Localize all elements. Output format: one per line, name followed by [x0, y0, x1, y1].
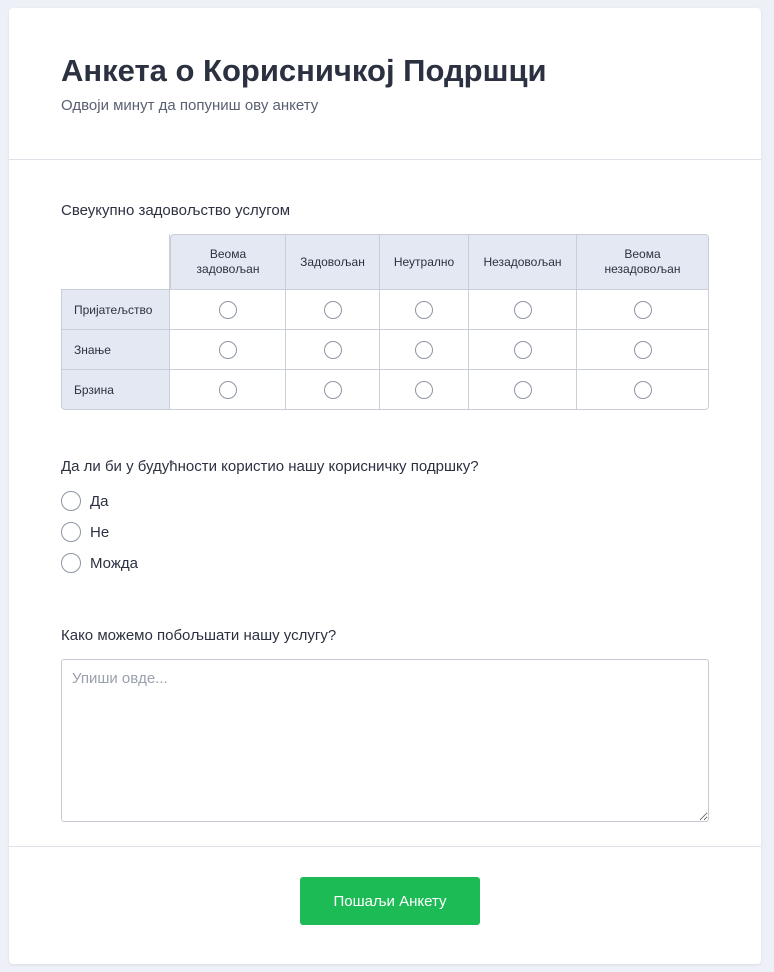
matrix-col-header: Веома задовољан: [170, 234, 286, 290]
matrix-col-header: Незадовољан: [469, 234, 577, 290]
matrix-radio[interactable]: [634, 381, 652, 399]
future-question-label: Да ли би у будућности користио нашу корисничку подршку?: [61, 458, 479, 475]
matrix-radio[interactable]: [219, 341, 237, 359]
option-label: Не: [90, 523, 110, 541]
matrix-row: [61, 330, 709, 370]
matrix-radio[interactable]: [415, 301, 433, 319]
option-maybe[interactable]: [61, 552, 138, 574]
matrix-radio[interactable]: [324, 381, 342, 399]
matrix-row-header: Знање: [61, 330, 170, 370]
matrix-col-header: Веома незадовољан: [577, 234, 709, 290]
page-title: Анкета о Корисничкој Подршци: [61, 53, 547, 88]
radio-maybe[interactable]: [61, 553, 81, 573]
matrix-radio[interactable]: [219, 381, 237, 399]
matrix-row: [61, 370, 709, 410]
option-no[interactable]: [61, 521, 109, 543]
matrix-radio[interactable]: [514, 341, 532, 359]
option-yes[interactable]: [61, 490, 109, 512]
matrix-row: [61, 290, 709, 330]
satisfaction-matrix: [61, 234, 709, 410]
matrix-row-header: Пријатељство: [61, 290, 170, 330]
option-label: Можда: [90, 554, 138, 572]
matrix-question-label: Свеукупно задовољство услугом: [61, 202, 291, 219]
radio-yes[interactable]: [61, 491, 81, 511]
matrix-radio[interactable]: [415, 341, 433, 359]
matrix-corner: [61, 234, 170, 290]
matrix-radio[interactable]: [634, 341, 652, 359]
matrix-radio[interactable]: [514, 301, 532, 319]
option-label: Да: [90, 492, 109, 510]
matrix-radio[interactable]: [634, 301, 652, 319]
matrix-col-header: Задовољан: [286, 234, 380, 290]
improve-question-label: Како можемо побољшати нашу услугу?: [61, 627, 337, 644]
matrix-col-header: Неутрално: [380, 234, 469, 290]
footer-divider: [9, 846, 761, 847]
survey-card: [9, 8, 761, 964]
matrix-radio[interactable]: [514, 381, 532, 399]
page-subtitle: Одвоји минут да попуниш ову анкету: [61, 97, 319, 114]
matrix-radio[interactable]: [415, 381, 433, 399]
matrix-radio[interactable]: [219, 301, 237, 319]
radio-no[interactable]: [61, 522, 81, 542]
submit-survey-button[interactable]: Пошаљи Анкету: [300, 877, 480, 925]
improvement-textarea[interactable]: [61, 659, 709, 822]
survey-header: [9, 8, 761, 160]
matrix-radio[interactable]: [324, 341, 342, 359]
matrix-radio[interactable]: [324, 301, 342, 319]
matrix-row-header: Брзина: [61, 370, 170, 410]
